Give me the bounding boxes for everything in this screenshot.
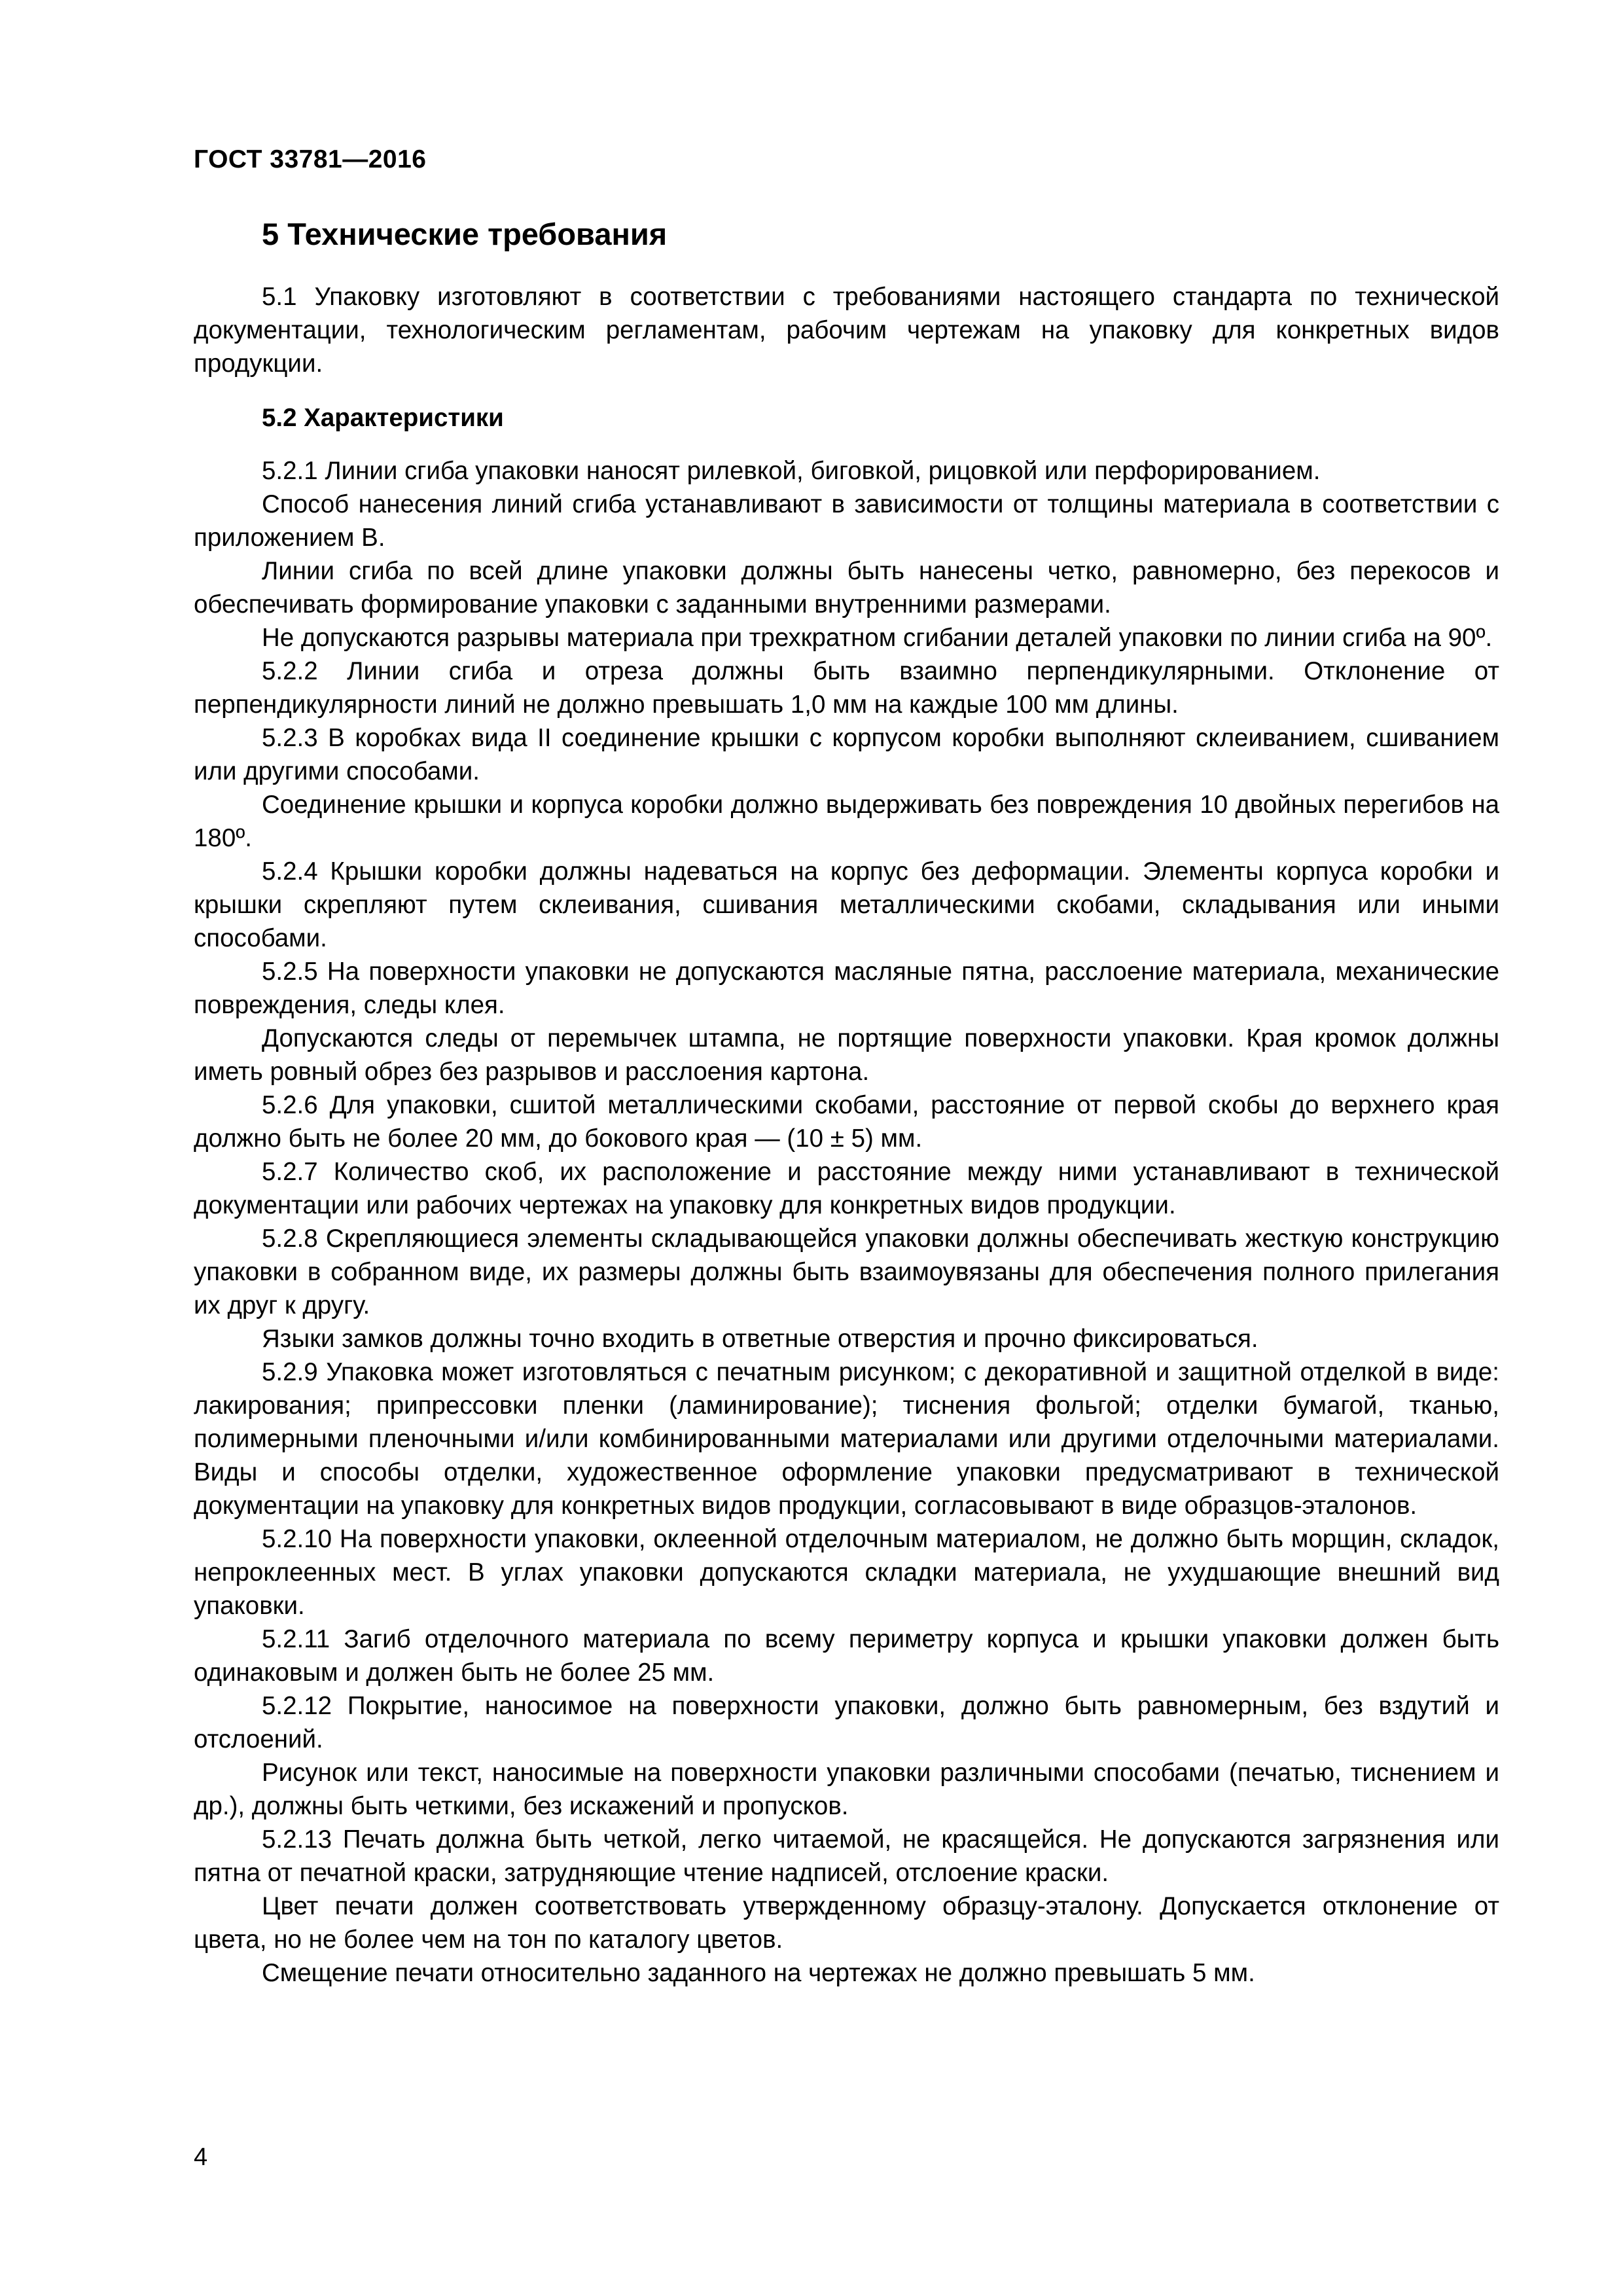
paragraph: 5.2.3 В коробках вида II соединение крышки с корпусом коробки выполняют склеиванием, сшиванием или другими способами. (194, 724, 1499, 786)
paragraph: 5.2.12 Покрытие, наносимое на поверхности упаковки, должно быть равномерным, без вздутий и отслоений. (194, 1692, 1499, 1754)
document-code-header: ГОСТ 33781—2016 (194, 145, 427, 173)
paragraph: Допускаются следы от перемычек штампа, не портящие поверхности упаковки. Края кромок должны иметь ровный обрез без разрывов и расслоения картона. (194, 1024, 1499, 1086)
paragraph: 5.2.9 Упаковка может изготовляться с печатным рисунком; с декоративной и защитной отделкой в виде: лакирования; припрессовки пленки (ламинирование); тиснения фольгой; отделки бумагой, тканью, полимерными пленочными и/или комбинированными материалами или другими отделочными материалами. Виды и способы отделки, художественное оформление упаковки предусматривают в технической документации на упаковку для конкретных видов продукции, согласовывают в виде образцов-эталонов. (194, 1358, 1499, 1520)
paragraph: 5.2.5 На поверхности упаковки не допускаются масляные пятна, расслоение материала, механические повреждения, следы клея. (194, 958, 1499, 1020)
paragraph: 5.2.11 Загиб отделочного материала по всему периметру корпуса и крышки упаковки должен быть одинаковым и должен быть не более 25 мм. (194, 1625, 1499, 1687)
page-number: 4 (194, 2144, 208, 2171)
paragraph: Соединение крышки и корпуса коробки должно выдерживать без повреждения 10 двойных перегибов на 180º. (194, 791, 1499, 853)
paragraph: 5.2.1 Линии сгиба упаковки наносят рилевкой, биговкой, рицовкой или перфорированием. (262, 457, 1321, 486)
subsection-title: 5.2 Характеристики (262, 404, 504, 433)
paragraph: Рисунок или текст, наносимые на поверхности упаковки различными способами (печатью, тиснением и др.), должны быть четкими, без искажений и пропусков. (194, 1759, 1499, 1821)
paragraph: 5.2.13 Печать должна быть четкой, легко читаемой, не красящейся. Не допускаются загрязнения или пятна от печатной краски, затрудняющие чтение надписей, отслоение краски. (194, 1825, 1499, 1888)
paragraph: Смещение печати относительно заданного на чертежах не должно превышать 5 мм. (262, 1959, 1255, 1988)
paragraph: 5.2.7 Количество скоб, их расположение и расстояние между ними устанавливают в технической документации или рабочих чертежах на упаковку для конкретных видов продукции. (194, 1158, 1499, 1220)
paragraph: 5.2.8 Скрепляющиеся элементы складывающейся упаковки должны обеспечивать жесткую конструкцию упаковки в собранном виде, их размеры должны быть взаимоувязаны для обеспечения полного прилегания их друг к другу. (194, 1225, 1499, 1320)
paragraph: 5.2.4 Крышки коробки должны надеваться на корпус без деформации. Элементы корпуса коробки и крышки скрепляют путем склеивания, сшивания металлическими скобами, складывания или иными способами. (194, 857, 1499, 953)
paragraph: Не допускаются разрывы материала при трехкратном сгибании деталей упаковки по линии сгиба на 90º. (262, 624, 1493, 653)
paragraph: Способ нанесения линий сгиба устанавливают в зависимости от толщины материала в соответствии с приложением В. (194, 490, 1499, 552)
paragraph: Языки замков должны точно входить в ответные отверстия и прочно фиксироваться. (262, 1325, 1258, 1354)
paragraph: 5.2.10 На поверхности упаковки, оклеенной отделочным материалом, не должно быть морщин, складок, непроклеенных мест. В углах упаковки допускаются складки материала, не ухудшающие внешний вид упаковки. (194, 1525, 1499, 1621)
paragraph: Линии сгиба по всей длине упаковки должны быть нанесены четко, равномерно, без перекосов и обеспечивать формирование упаковки с заданными внутренними размерами. (194, 557, 1499, 619)
page-content (194, 216, 1499, 1990)
paragraph: 5.2.2 Линии сгиба и отреза должны быть взаимно перпендикулярными. Отклонение от перпендикулярности линий не должно превышать 1,0 мм на каждые 100 мм длины. (194, 657, 1499, 719)
paragraph: Цвет печати должен соответствовать утвержденному образцу-эталону. Допускается отклонение от цвета, но не более чем на тон по каталогу цветов. (194, 1892, 1499, 1954)
paragraph: 5.2.6 Для упаковки, сшитой металлическими скобами, расстояние от первой скобы до верхнего края должно быть не более 20 мм, до бокового края — (10 ± 5) мм. (194, 1091, 1499, 1153)
section-title: 5 Технические требования (262, 217, 668, 251)
paragraph-5-1: 5.1 Упаковку изготовляют в соответствии с требованиями настоящего стандарта по технической документации, технологическим регламентам, рабочим чертежам на упаковку для конкретных видов продукции. (194, 283, 1499, 378)
